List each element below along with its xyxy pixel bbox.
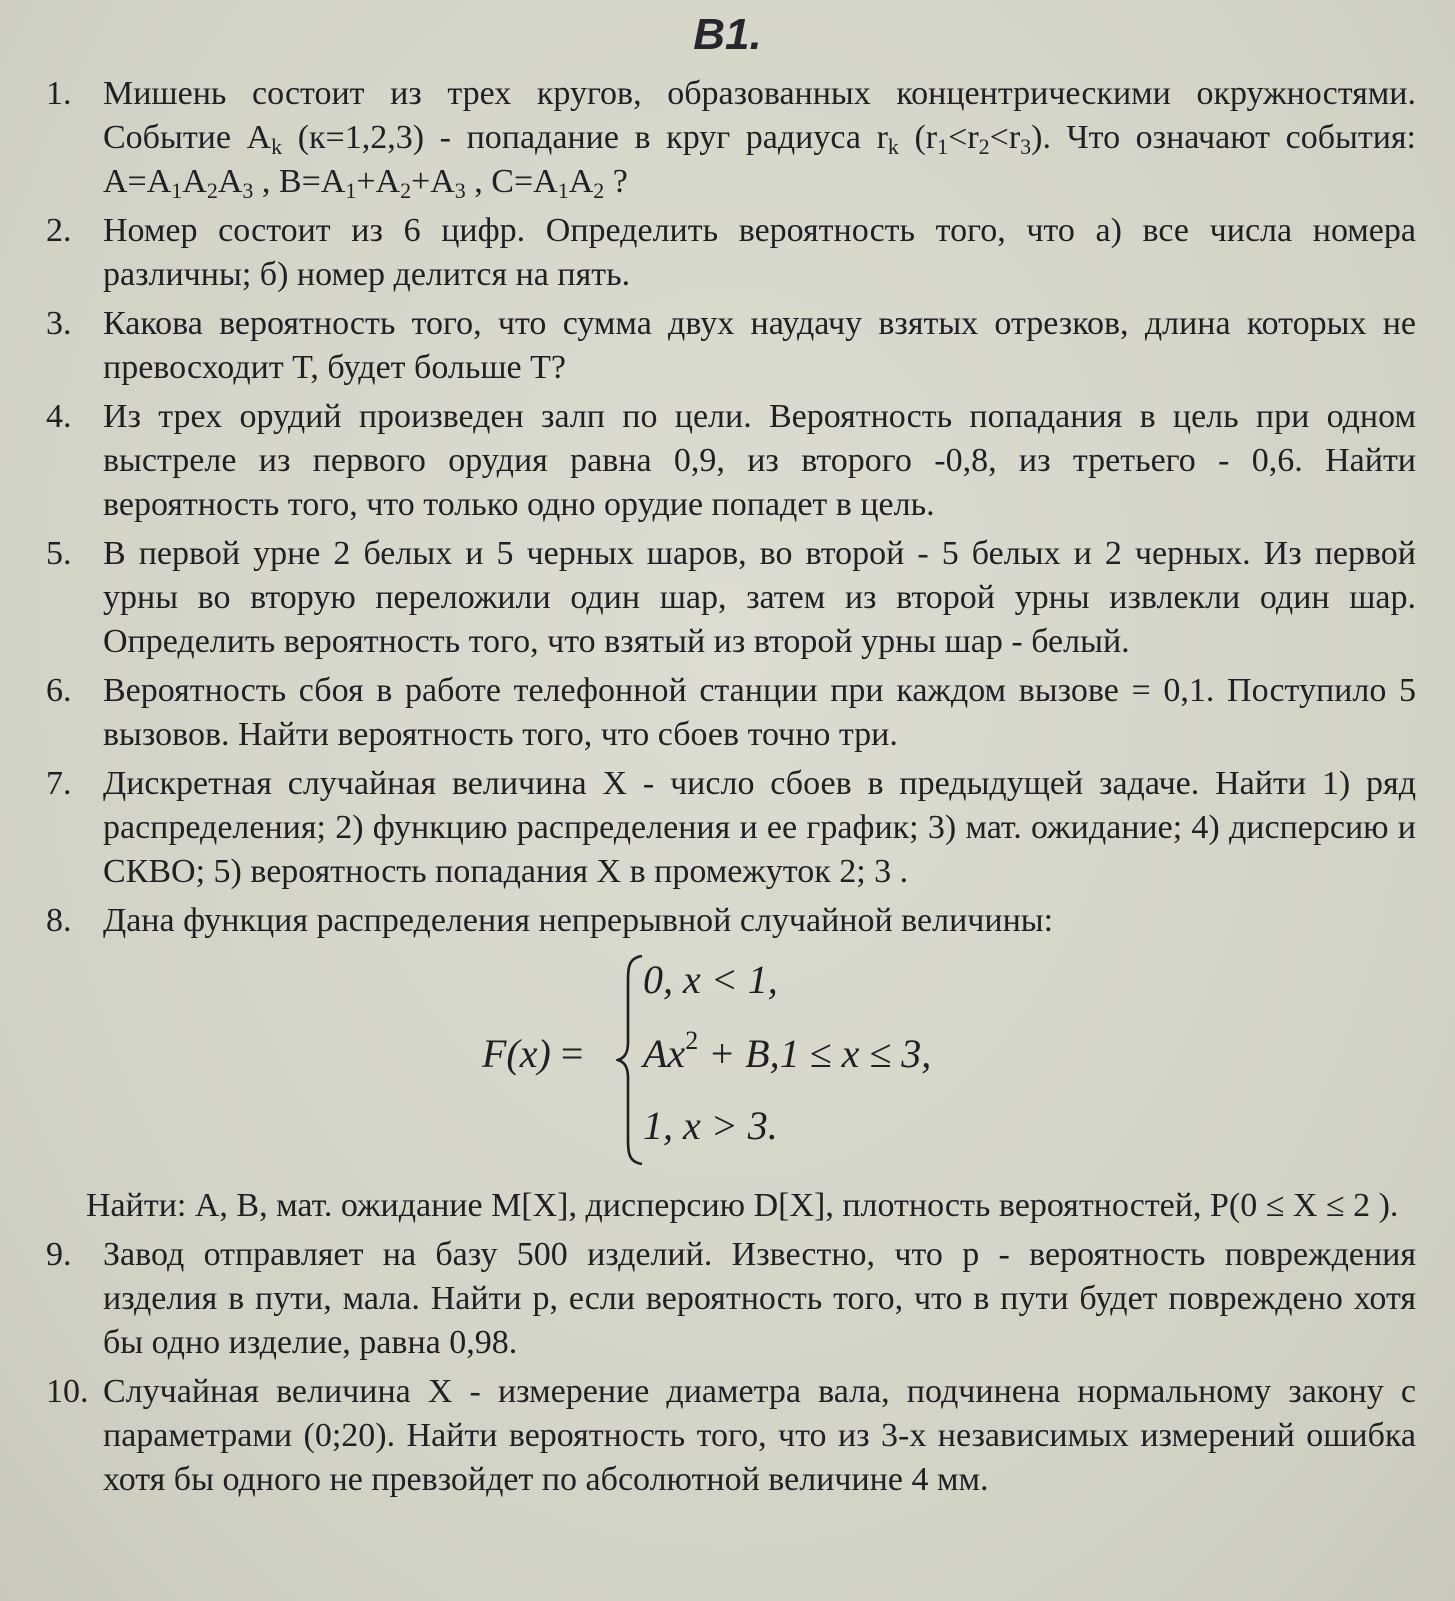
- problem-10: [46, 1370, 1416, 1502]
- problem-9: [46, 1233, 1416, 1365]
- variant-title: B1.: [693, 10, 762, 59]
- problem-text: Случайная величина X - измерение диаметра вала, подчинена нормальному закону с параметрами (0;20). Найти вероятность того, что из 3-х независимых измерений ошибка хотя бы одного не превзойдет по абсолютной величине 4 мм.: [103, 1373, 1416, 1498]
- problem-2: [46, 209, 1416, 297]
- problem-8-task: Найти: A, B, мат. ожидание M[X], дисперсию D[X], плотность вероятностей, P(0 ≤ X ≤ 2 ).: [86, 1187, 1399, 1224]
- formula-case-3: 1, x > 3.: [643, 1103, 778, 1148]
- problem-number: 10.: [46, 1373, 89, 1410]
- problem-text: Дискретная случайная величина X - число сбоев в предыдущей задаче. Найти 1) ряд распределения; 2) функцию распределения и ее график; 3) мат. ожидание; 4) дисперсию и СКВО; 5) вероятность попадания X в промежуток 2; 3 .: [103, 765, 1416, 890]
- curly-brace-icon: [616, 954, 646, 1166]
- problem-text: Из трех орудий произведен залп по цели. Вероятность попадания в цель при одном выстреле из первого орудия равна 0,9, из второго -0,8, из третьего - 0,6. Найти вероятность того, что только одно орудие попадет в цель.: [103, 398, 1416, 523]
- problem-number: 4.: [46, 398, 72, 435]
- formula-case-2: $Ax^2 + B,1 \le x \le 3$,: [643, 1026, 932, 1076]
- problem-text: Вероятность сбоя в работе телефонной станции при каждом вызове = 0,1. Поступило 5 вызовов. Найти вероятность того, что сбоев точно три.: [103, 672, 1416, 753]
- problem-4: [46, 395, 1416, 527]
- problem-number: 1.: [46, 75, 72, 112]
- problem-6: [46, 669, 1416, 757]
- problem-number: 5.: [46, 535, 72, 572]
- distribution-formula: [46, 948, 1416, 1178]
- problem-number: 9.: [46, 1236, 72, 1273]
- problem-text: Завод отправляет на базу 500 изделий. Известно, что p - вероятность повреждения изделия в пути, мала. Найти p, если вероятность того, что в пути будет повреждено хотя бы одно изделие, равна 0,98.: [103, 1236, 1416, 1361]
- problem-number: 3.: [46, 305, 72, 342]
- problem-list: [46, 72, 1416, 1507]
- problem-text: Дана функция распределения непрерывной случайной величины:: [103, 902, 1054, 939]
- problem-number: 8.: [46, 902, 72, 939]
- problem-7: [46, 762, 1416, 894]
- problem-number: 7.: [46, 765, 72, 802]
- formula-case-1: 0, x < 1,: [643, 957, 778, 1002]
- problem-5: [46, 532, 1416, 664]
- problem-text: Номер состоит из 6 цифр. Определить вероятность того, что а) все числа номера различны; б) номер делится на пять.: [103, 212, 1416, 293]
- problem-text: В первой урне 2 белых и 5 черных шаров, во второй - 5 белых и 2 черных. Из первой урны во вторую переложили один шар, затем из второй урны извлекли один шар. Определить вероятность того, что взятый из второй урны шар - белый.: [103, 535, 1416, 660]
- problem-number: 6.: [46, 672, 72, 709]
- formula-lhs: F(x) =: [482, 1031, 584, 1076]
- problem-1: [46, 72, 1416, 204]
- problem-text: Какова вероятность того, что сумма двух наудачу взятых отрезков, длина которых не превосходит T, будет больше T?: [103, 305, 1416, 386]
- problem-number: 2.: [46, 212, 72, 249]
- problem-3: [46, 302, 1416, 390]
- problem-text: Мишень состоит из трех кругов, образованных концентрическими окружностями. Событие $A_k$ (к=1,2,3) - попадание в круг радиуса $r_k$ $(r_1<r_2<r_3)$. Что означают события: $A=A_1A_2A_3$ , $B=A_1+A_2+A_3$ , $C=A_1A_2$ ?: [103, 75, 1416, 203]
- problem-8: [46, 899, 1416, 943]
